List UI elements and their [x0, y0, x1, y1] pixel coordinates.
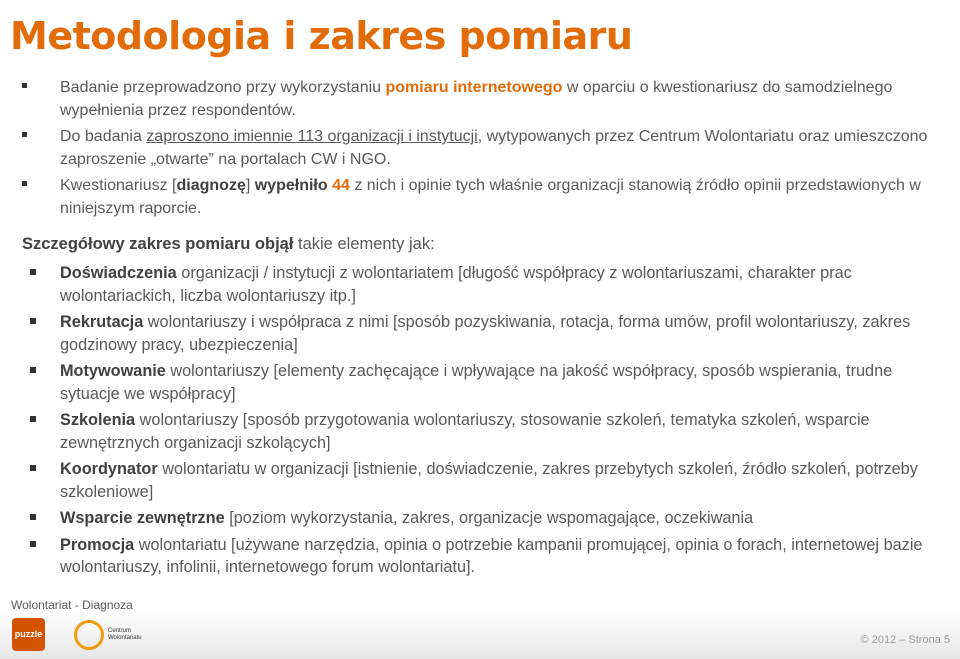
- bullet-icon: [30, 269, 36, 275]
- list-item: [0, 534, 945, 579]
- puzzle-logo-text: puzzle: [14, 629, 43, 639]
- scope-desc: wolontariatu w organizacji [istnienie, doświadczenie, zakres przebytych szkoleń, źródło szkoleń, potrzeby szkoleniowe]: [60, 460, 918, 501]
- bold-text: diagnozę: [176, 177, 246, 194]
- bullet-icon: [30, 465, 36, 471]
- scope-desc: wolontariuszy [elementy zachęcające i wpływające na jakość współpracy, sposób wspierania, trudne sytuacje we współpracy]: [60, 362, 893, 403]
- intro-rest: takie elementy jak:: [293, 235, 435, 253]
- scope-term: Doświadczenia: [60, 264, 177, 282]
- scope-term: Promocja: [60, 535, 135, 554]
- centrum-wolontariatu-logo: [74, 620, 142, 652]
- bullet-icon: [22, 181, 27, 186]
- bullet-icon: [30, 514, 36, 520]
- scope-desc: wolontariuszy i współpraca z nimi [sposób pozyskiwania, rotacja, forma umów, profil wolontariuszy, zakres godzinowy pracy, ubezpieczenia]: [60, 313, 911, 354]
- text-segment: Badanie przeprowadzono przy wykorzystaniu: [60, 79, 386, 96]
- scope-intro: [22, 235, 435, 254]
- text-segment: Do badania: [60, 128, 147, 145]
- bullet-icon: [30, 367, 36, 373]
- scope-term: Wsparcie zewnętrzne: [60, 509, 225, 527]
- scope-desc: organizacji / instytucji z wolontariatem [długość współpracy z wolontariuszami, charakter prac wolontariackich, liczba wolontariuszy itp.]: [60, 264, 852, 305]
- list-item: [0, 174, 940, 220]
- bullet-icon: [22, 132, 27, 137]
- list-item: [0, 409, 945, 454]
- methodology-list: [0, 76, 940, 223]
- text-segment: , wytypowanych przez Centrum Wolontariatu oraz umieszczono zaproszenie „otwarte” na portalach CW i NGO.: [60, 128, 928, 168]
- list-item: [0, 76, 940, 122]
- bullet-icon: [30, 541, 36, 547]
- footer-label: Wolontariat - Diagnoza: [11, 598, 133, 612]
- logo-caption-line2: Wolontariatu: [108, 635, 142, 641]
- intro-bold: Szczegółowy zakres pomiaru objął: [22, 235, 294, 253]
- bold-text: wypełniło: [254, 177, 328, 194]
- bullet-icon: [22, 83, 27, 88]
- text-segment: w oparciu o kwestionariusz do samodzielnego wypełnienia przez respondentów.: [60, 79, 893, 119]
- list-item: [0, 507, 945, 530]
- list-item: [0, 125, 940, 171]
- list-item: [0, 262, 945, 307]
- slide-title: Metodologia i zakres pomiaru: [10, 14, 633, 58]
- text-segment: Kwestionariusz [: [60, 177, 177, 194]
- scope-term: Szkolenia: [60, 411, 136, 429]
- bullet-icon: [30, 416, 36, 422]
- list-item: [0, 360, 945, 405]
- scope-list: [0, 262, 945, 583]
- sun-icon: [74, 620, 104, 650]
- list-item: [0, 458, 945, 503]
- text-segment: ]: [245, 177, 255, 194]
- logo-caption-line1: Centrum: [108, 628, 132, 634]
- logo-caption: [108, 628, 142, 642]
- scope-desc: wolontariatu [używane narzędzia, opinia o potrzebie kampanii promującej, opinia o forach, internetowej bazie wolontariuszy, infolinii, internetowego forum wolontariatu].: [60, 535, 923, 576]
- bullet-icon: [30, 318, 36, 324]
- scope-desc: wolontariuszy [sposób przygotowania wolontariuszy, stosowanie szkoleń, tematyka szkoleń, wsparcie zewnętrznych organizacji szkolących]: [60, 411, 870, 452]
- text-segment: z nich i opinie tych właśnie organizacji stanowią źródło opinii przedstawionych w niniejszym raporcie.: [60, 177, 921, 217]
- scope-term: Koordynator: [60, 460, 158, 478]
- scope-term: Motywowanie: [60, 362, 166, 380]
- scope-desc: [poziom wykorzystania, zakres, organizacje wspomagające, oczekiwania: [224, 509, 754, 527]
- highlight-text: pomiaru internetowego: [385, 79, 563, 96]
- list-item: [0, 311, 945, 356]
- underlined-text: zaproszono imiennie 113 organizacji i instytucji: [146, 128, 478, 145]
- footer-band: [0, 612, 960, 659]
- puzzle-logo: [12, 618, 45, 651]
- page-number: © 2012 – Strona 5: [860, 634, 950, 646]
- scope-term: Rekrutacja: [60, 313, 144, 331]
- highlight-number: 44: [332, 177, 350, 194]
